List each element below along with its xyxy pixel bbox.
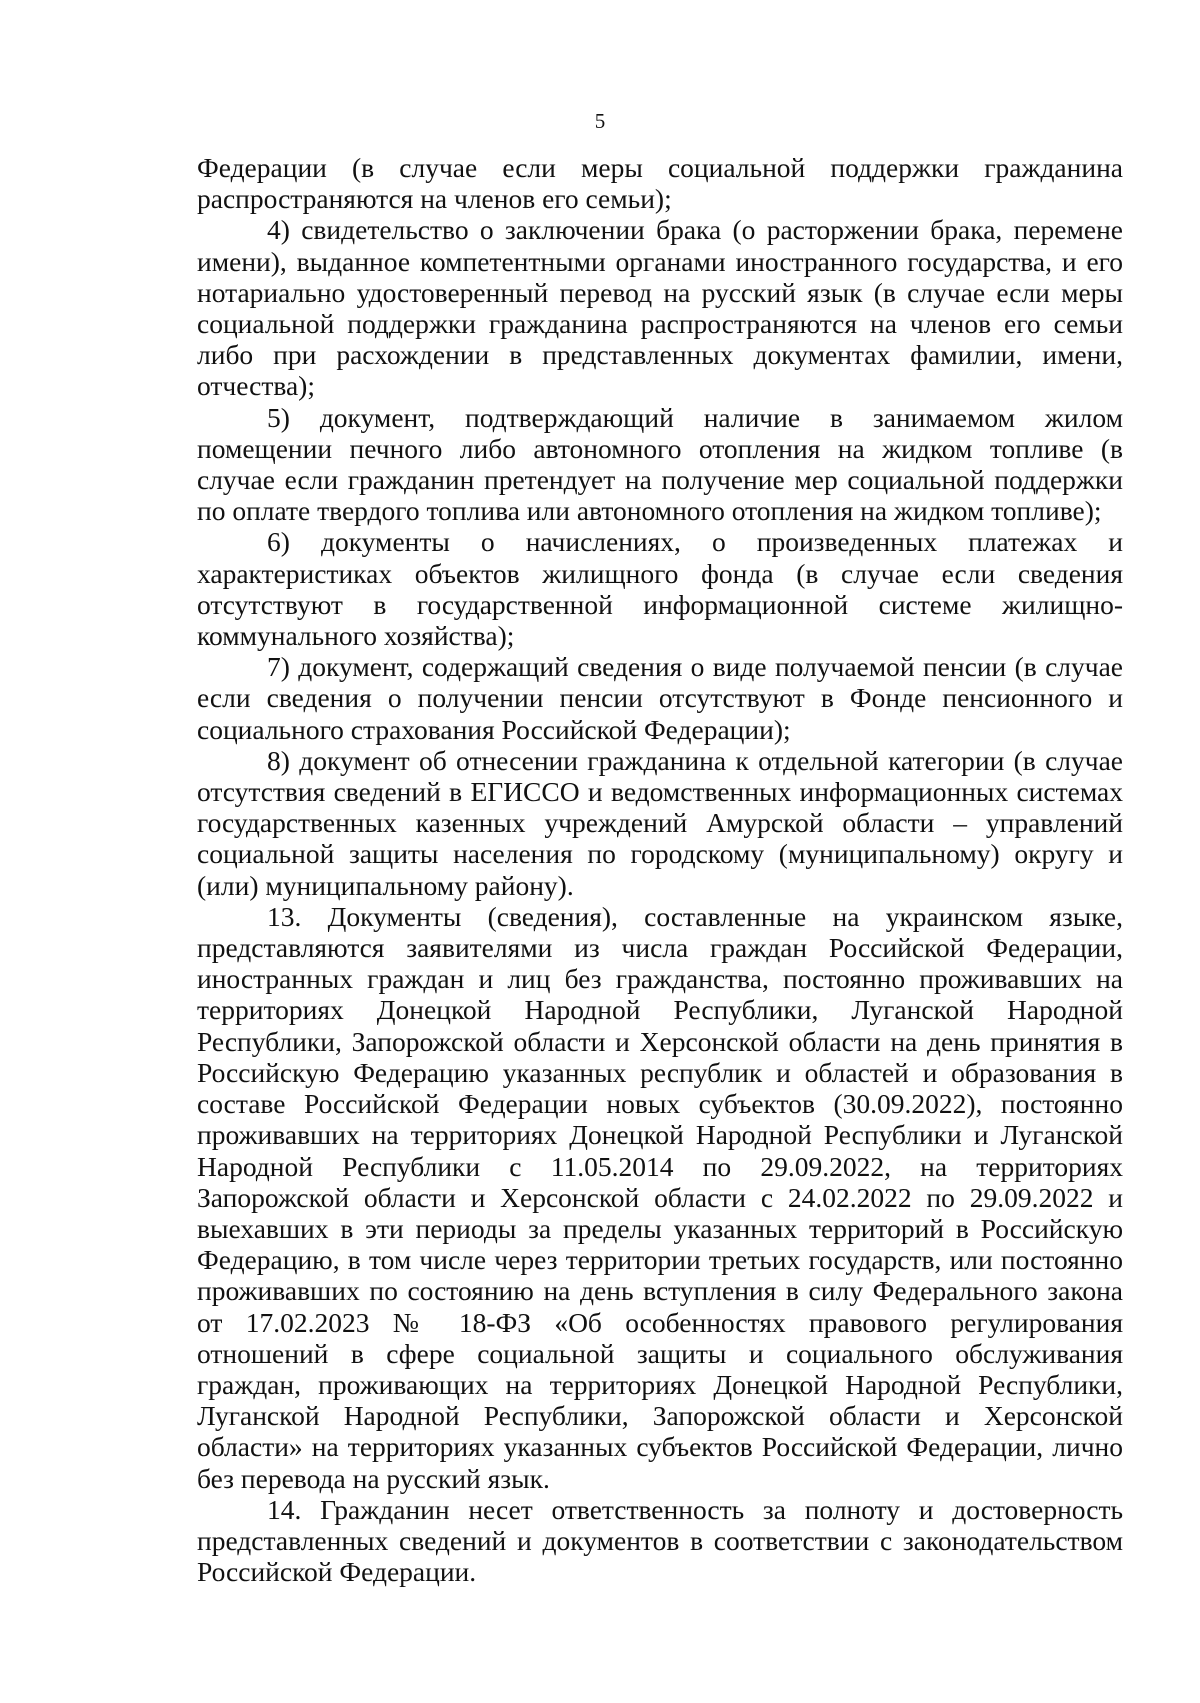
- paragraph-item-8: 8) документ об отнесении гражданина к отдельной категории (в случае отсутствия сведений в ЕГИССО и ведомственных информационных системах государственных казенных учреждений Амурской области – управлений социальной защиты населения по городскому (муниципальному) округу и (или) муниципальному району).: [197, 744, 1123, 901]
- paragraph-clause-13: 13. Документы (сведения), составленные на украинском языке, представляются заявителями из числа граждан Российской Федерации, иностранных граждан и лиц без гражданства, постоянно проживавших на территориях Донецкой Народной Республики, Луганской Народной Республики, Запорожской области и Херсонской области на день принятия в Российскую Федерацию указанных республик и областей и образования в составе Российской Федерации новых субъектов (30.09.2022), постоянно проживавших на территориях Донецкой Народной Республики и Луганской Народной Республики с 11.05.2014 по 29.09.2022, на территориях Запорожской области и Херсонской области с 24.02.2022 по 29.09.2022 и выехавших в эти периоды за пределы указанных территорий в Российскую Федерацию, в том числе через территории третьих государств, или постоянно проживавших по состоянию на день вступления в силу Федерального закона от 17.02.2023 № 18-ФЗ «Об особенностях правового регулирования отношений в сфере социальной защиты и социального обслуживания граждан, проживающих на территориях Донецкой Народной Республики, Луганской Народной Республики, Запорожской области и Херсонской области» на территориях указанных субъектов Российской Федерации, лично без перевода на русский язык.: [197, 900, 1123, 1494]
- paragraph-item-6: 6) документы о начислениях, о произведенных платежах и характеристиках объектов жилищного фонда (в случае если сведения отсутствуют в государственной информационной системе жилищно-коммунального хозяйства);: [197, 526, 1123, 652]
- paragraph-item-5: 5) документ, подтверждающий наличие в занимаемом жилом помещении печного либо автономного отопления на жидком топливе (в случае если гражданин претендует на получение мер социальной поддержки по оплате твердого топлива или автономного отопления на жидком топливе);: [197, 401, 1123, 527]
- paragraph-item-4: 4) свидетельство о заключении брака (о расторжении брака, перемене имени), выданное компетентными органами иностранного государства, и его нотариально удостоверенный перевод на русский язык (в случае если меры социальной поддержки гражданина распространяются на членов его семьи либо при расхождении в представленных документах фамилии, имени, отчества);: [197, 214, 1123, 402]
- paragraph-item-7: 7) документ, содержащий сведения о виде получаемой пенсии (в случае если сведения о получении пенсии отсутствуют в Фонде пенсионного и социального страхования Российской Федерации);: [197, 651, 1123, 745]
- paragraph-clause-14: 14. Гражданин несет ответственность за полноту и достоверность представленных сведений и документов в соответствии с законодательством Российской Федерации.: [197, 1493, 1123, 1588]
- page-number: 5: [594, 109, 606, 133]
- document-body: [197, 152, 1123, 1587]
- paragraph-continuation: Федерации (в случае если меры социальной поддержки гражданина распространяются на членов его семьи);: [197, 152, 1123, 215]
